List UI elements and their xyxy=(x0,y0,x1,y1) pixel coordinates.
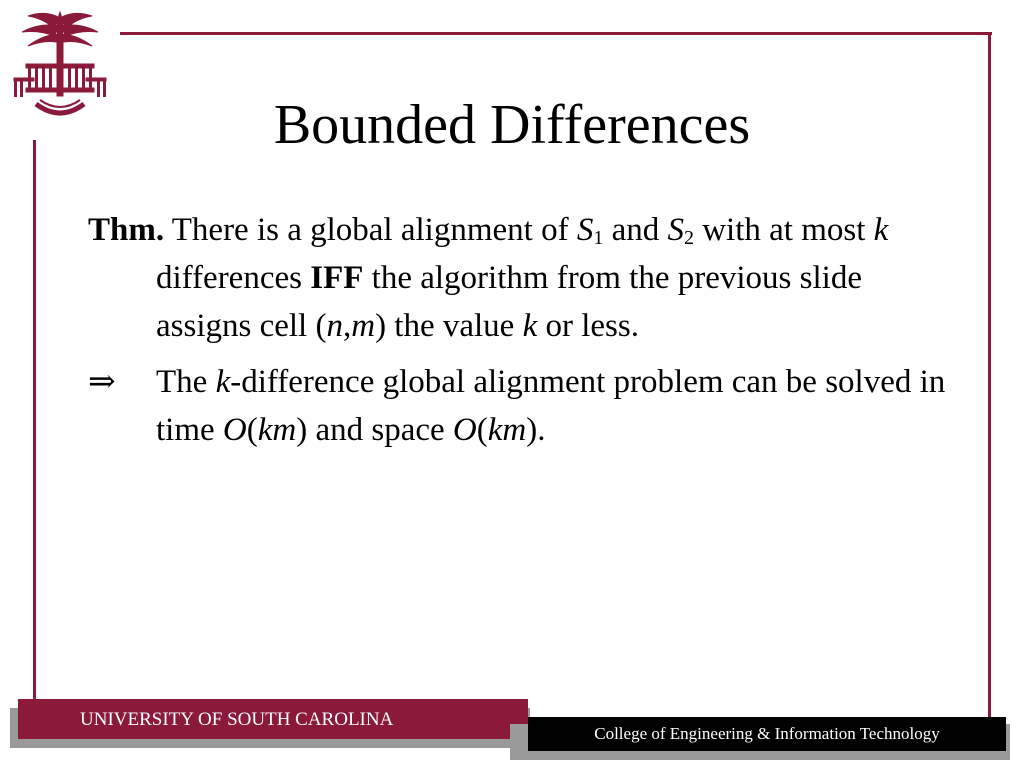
s-variable: S xyxy=(667,212,684,248)
frame-left-line xyxy=(33,140,36,702)
slide-title: Bounded Differences xyxy=(273,94,751,156)
frame-top-line xyxy=(120,32,992,35)
theorem-label: Thm. xyxy=(88,212,165,248)
iff-keyword: IFF xyxy=(310,260,364,296)
s-variable: S xyxy=(576,212,594,248)
theorem-text-6: ) the value xyxy=(375,308,523,344)
big-o-symbol: O xyxy=(452,412,477,448)
paren-open: ( xyxy=(476,412,488,448)
implies-arrow-icon: ⇒ xyxy=(88,364,116,400)
subscript-1: 1 xyxy=(593,227,604,249)
km-variable: km xyxy=(257,412,297,448)
paren-open: ( xyxy=(246,412,258,448)
corollary-paragraph xyxy=(88,358,948,454)
theorem-text-7: or less. xyxy=(537,308,639,344)
corollary-text-3: ) and space xyxy=(296,412,453,448)
theorem-text-5: the algorithm from the previous slide assigns cell ( xyxy=(156,260,862,344)
k-variable: k xyxy=(873,212,889,248)
theorem-paragraph xyxy=(88,206,948,350)
university-banner xyxy=(18,699,528,739)
m-variable: m xyxy=(351,308,376,344)
km-variable: km xyxy=(487,412,527,448)
theorem-text-3: with at most xyxy=(693,212,874,248)
university-name: UNIVERSITY OF SOUTH CAROLINA xyxy=(80,709,394,730)
college-name: College of Engineering & Information Technology xyxy=(594,724,940,743)
slide-body xyxy=(88,206,948,454)
theorem-text-4: differences xyxy=(156,260,311,296)
theorem-text-1: There is a global alignment of xyxy=(164,212,577,248)
big-o-symbol: O xyxy=(222,412,247,448)
n-variable: n xyxy=(326,308,343,344)
corollary-text-4: ). xyxy=(526,412,546,448)
comma: , xyxy=(342,308,352,344)
college-banner xyxy=(528,717,1006,751)
corollary-text-1: The xyxy=(156,364,216,400)
theorem-text-2: and xyxy=(603,212,668,248)
k-variable: k xyxy=(522,308,538,344)
subscript-2: 2 xyxy=(683,227,694,249)
corollary-text-2: -difference global alignment problem can be solved in time xyxy=(156,364,946,448)
k-variable: k xyxy=(215,364,231,400)
